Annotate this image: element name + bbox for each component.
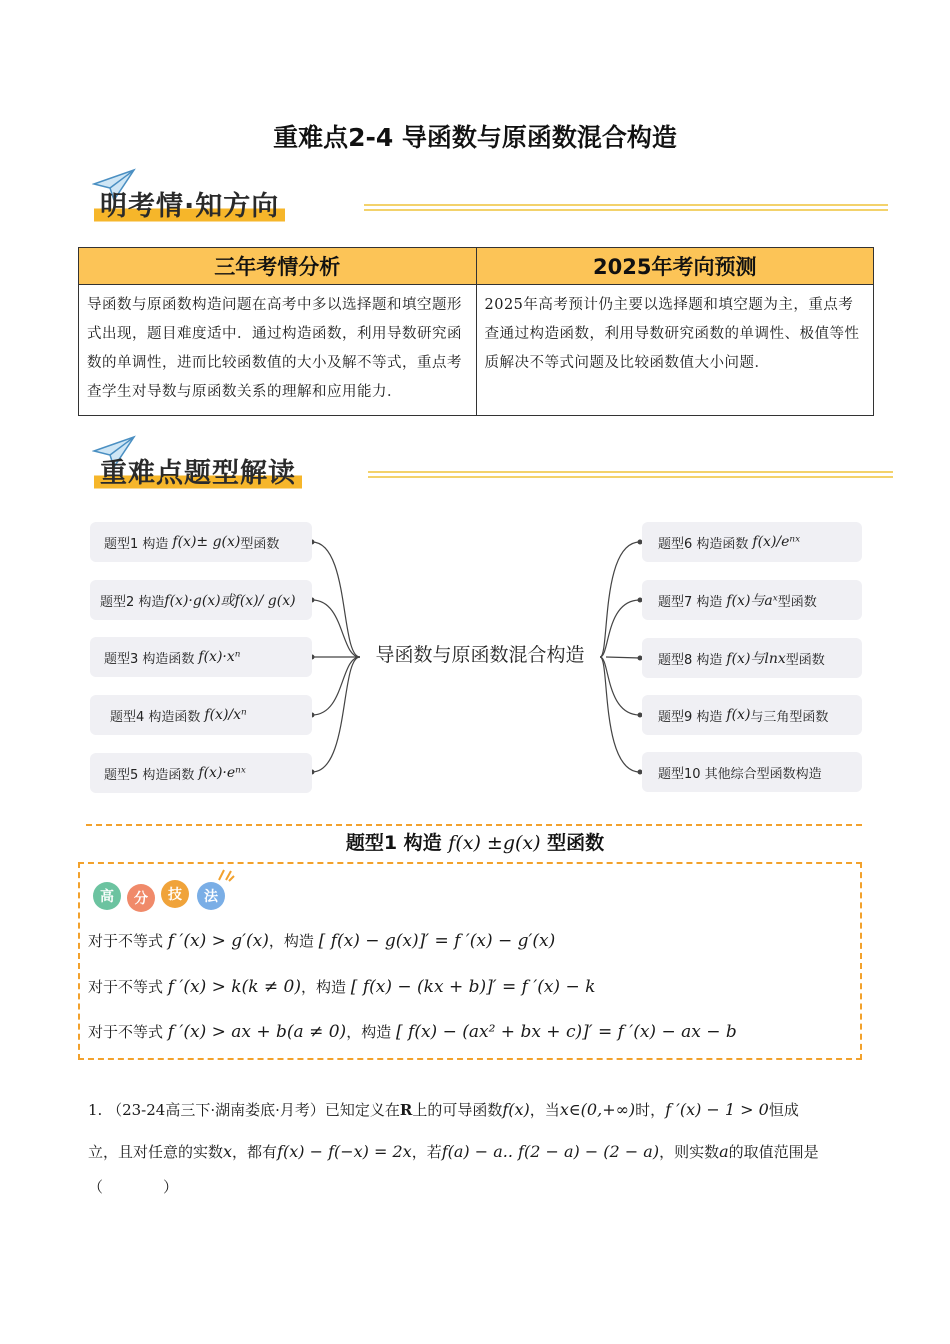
question-text: 立，且对任意的实数	[88, 1143, 224, 1161]
question-1-line-2	[88, 1140, 819, 1164]
math-R: R	[399, 1101, 413, 1119]
mindmap-center: 导函数与原函数混合构造	[375, 644, 585, 666]
node-label: 题型7 构造	[658, 594, 723, 610]
node-label: 题型8 构造	[658, 652, 723, 668]
tip-mid: ，构造	[268, 932, 314, 950]
mindmap-node-type2[interactable]	[90, 580, 312, 620]
analysis-table	[78, 247, 874, 416]
section-banner-key-types	[82, 435, 897, 491]
node-math: f(x)·g(x)或f(x)/ g(x)	[164, 593, 296, 609]
mindmap-node-type1[interactable]	[90, 522, 312, 562]
question-source: （23-24高三下·湖南娄底·月考）已知定义在	[107, 1101, 400, 1119]
tip-result: [ f(x) − g(x)]′ = f ′(x) − g′(x)	[318, 931, 556, 951]
tip-line-2	[88, 976, 595, 997]
question-1-answer-blank[interactable]: （ ）	[88, 1178, 179, 1196]
node-label: 题型3 构造函数	[104, 651, 195, 667]
banner-title: 重难点题型解读	[94, 457, 302, 491]
mindmap-node-type10[interactable]	[642, 752, 862, 792]
tip-mid: ，构造	[346, 1023, 392, 1041]
math-equation: f(x) − f(−x) = 2x	[277, 1142, 412, 1161]
math-fx: f(x)	[502, 1100, 530, 1119]
table-header-analysis: 三年考情分析	[79, 248, 477, 285]
node-label: 题型10 其他综合型函数构造	[658, 766, 822, 782]
question-text: ，若	[411, 1143, 442, 1161]
banner-decoration	[368, 471, 893, 480]
node-math: f(x)	[726, 707, 751, 723]
node-label: 题型1 构造	[104, 536, 169, 552]
question-text: 上的可导函数	[412, 1101, 503, 1119]
section-title-type1	[0, 828, 950, 855]
math-inequality: f ′(x) − 1 > 0	[665, 1100, 769, 1119]
node-math: f(x)与lnx	[726, 651, 786, 667]
sparkle-icon	[217, 868, 235, 882]
banner-title: 明考情·知方向	[94, 190, 285, 224]
mindmap-node-type5[interactable]	[90, 753, 312, 793]
tip-lead: 对于不等式	[88, 932, 164, 950]
tip-mid: ，构造	[301, 978, 347, 996]
mindmap-node-type9[interactable]	[642, 695, 862, 735]
node-suffix: 型函数	[777, 594, 817, 610]
math-a: a	[719, 1142, 729, 1161]
question-text: ，当	[529, 1101, 560, 1119]
tip-lead: 对于不等式	[88, 978, 164, 996]
math-condition: f(a) − a.. f(2 − a) − (2 − a)	[441, 1142, 660, 1161]
node-label: 题型2 构造	[100, 594, 165, 610]
badge-ji: 技	[161, 880, 189, 908]
tip-condition: f ′(x) > k(k ≠ 0)	[167, 977, 301, 997]
tip-line-3	[88, 1021, 737, 1042]
mindmap-node-type3[interactable]	[90, 637, 312, 677]
table-cell-forecast: 2025年高考预计仍主要以选择题和填空题为主，重点考查通过构造函数，利用导数研究函数的单调性、极值等性质解决不等式问题及比较函数值大小问题．	[476, 285, 874, 416]
section-divider	[86, 824, 862, 826]
node-math: f(x)·xⁿ	[198, 649, 241, 665]
question-text: ，则实数	[659, 1143, 720, 1161]
tip-result: [ f(x) − (ax² + bx + c)]′ = f ′(x) − ax − b	[395, 1022, 737, 1042]
node-math: f(x)与aˣ	[726, 593, 778, 609]
tip-line-1	[88, 930, 555, 951]
node-math: f(x)·eⁿˣ	[198, 765, 246, 781]
node-suffix: 型函数	[240, 536, 280, 552]
node-math: f(x)/eⁿˣ	[752, 534, 801, 550]
node-label: 题型4 构造函数	[110, 709, 201, 725]
math-x: x	[223, 1142, 233, 1161]
node-math: f(x)± g(x)	[172, 534, 241, 550]
tip-lead: 对于不等式	[88, 1023, 164, 1041]
table-header-forecast: 2025年考向预测	[476, 248, 874, 285]
tip-condition: f ′(x) > g′(x)	[167, 931, 269, 951]
question-text: 的取值范围是	[728, 1143, 819, 1161]
badge-fen: 分	[127, 884, 155, 912]
node-label: 题型9 构造	[658, 709, 723, 725]
node-suffix: 型函数	[785, 652, 825, 668]
section-math: f(x) ±g(x)	[448, 832, 541, 854]
question-number: 1.	[88, 1101, 103, 1119]
question-1-line-1	[88, 1098, 799, 1122]
tip-condition: f ′(x) > ax + b(a ≠ 0)	[167, 1022, 347, 1042]
tip-result: [ f(x) − (kx + b)]′ = f ′(x) − k	[350, 977, 596, 997]
question-text: 恒成	[768, 1101, 799, 1119]
badge-gao: 高	[93, 882, 121, 910]
node-math: f(x)/xⁿ	[204, 707, 247, 723]
node-label: 题型5 构造函数	[104, 767, 195, 783]
mindmap-node-type7[interactable]	[642, 580, 862, 620]
node-label: 题型6 构造函数	[658, 536, 749, 552]
math-domain: x∈(0,+∞)	[559, 1100, 636, 1119]
section-banner-exam-analysis	[82, 168, 892, 224]
node-suffix: 与三角型函数	[750, 709, 829, 725]
table-cell-analysis: 导函数与原函数构造问题在高考中多以选择题和填空题形式出现，题目难度适中．通过构造函数，利用导数研究函数的单调性，进而比较函数值的大小及解不等式，重点考查学生对导数与原函数关系的理解和应用能力．	[79, 285, 477, 416]
badge-fa: 法	[197, 882, 225, 910]
mindmap-node-type8[interactable]	[642, 638, 862, 678]
section-prefix: 题型1 构造	[345, 832, 442, 854]
banner-decoration	[364, 204, 888, 213]
page-title: 重难点2-4 导函数与原函数混合构造	[273, 123, 677, 152]
question-text: 时，	[635, 1101, 666, 1119]
section-suffix: 型函数	[547, 832, 605, 854]
mindmap-node-type4[interactable]	[90, 695, 312, 735]
question-text: ，都有	[232, 1143, 278, 1161]
mindmap-node-type6[interactable]	[642, 522, 862, 562]
